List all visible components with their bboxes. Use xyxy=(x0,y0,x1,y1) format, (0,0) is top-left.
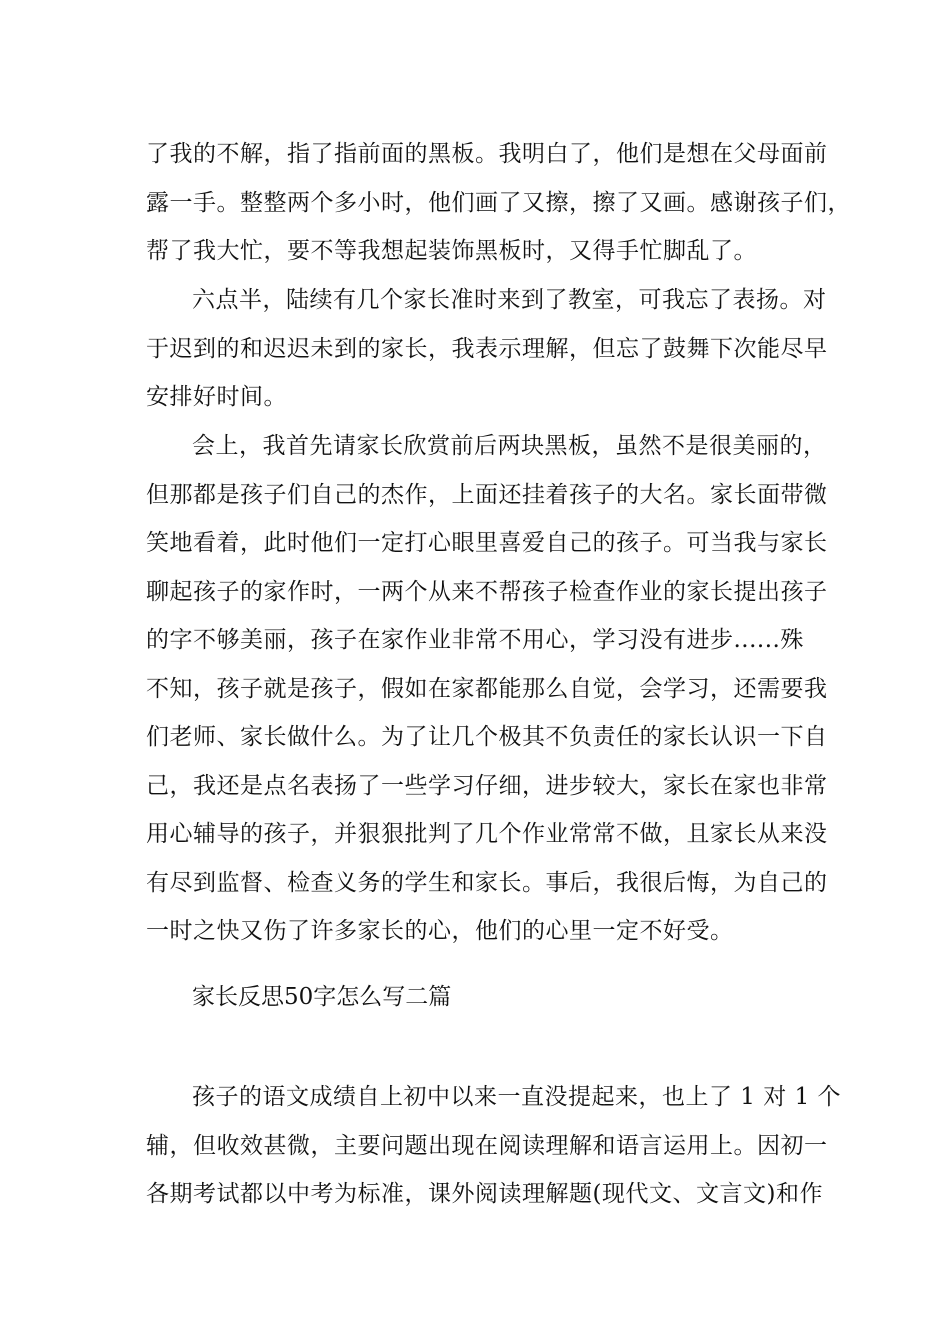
paragraph-2 xyxy=(146,276,828,422)
text-line: 用心辅导的孩子，并狠狠批判了几个作业常常不做，且家长从来没 xyxy=(146,821,828,847)
text-line: 聊起孩子的家作时，一两个从来不帮孩子检查作业的家长提出孩子 xyxy=(146,578,828,605)
text-line: 辅，但收效甚微，主要问题出现在阅读理解和语言运用上。因初一 xyxy=(146,1132,828,1159)
text-line: 六点半，陆续有几个家长准时来到了教室，可我忘了表扬。对 xyxy=(192,287,827,313)
text-line: 的字不够美丽，孩子在家作业非常不用心，学习没有进步......殊 xyxy=(146,627,804,653)
text-line: 们老师、家长做什么。为了让几个极其不负责任的家长认识一下自 xyxy=(146,724,828,750)
text-line: 帮了我大忙，要不等我想起装饰黑板时，又得手忙脚乱了。 xyxy=(146,238,757,264)
paragraph-1 xyxy=(146,130,851,276)
text-line: 己，我还是点名表扬了一些学习仔细，进步较大，家长在家也非常 xyxy=(146,772,828,799)
text-line: 但那都是孩子们自己的杰作，上面还挂着孩子的大名。家长面带微 xyxy=(146,481,828,508)
heading-text: 家长反思50字怎么写二篇 xyxy=(192,984,452,1010)
text-line: 安排好时间。 xyxy=(146,384,287,410)
text-line: 会上，我首先请家长欣赏前后两块黑板，虽然不是很美丽的， xyxy=(192,433,827,459)
text-line: 于迟到的和迟迟未到的家长，我表示理解，但忘了鼓舞下次能尽早 xyxy=(146,335,828,362)
text-line: 一时之快又伤了许多家长的心，他们的心里一定不好受。 xyxy=(146,918,734,944)
section-heading xyxy=(146,973,806,1022)
text-line: 孩子的语文成绩自上初中以来一直没提起来，也上了 1 对 1 个 xyxy=(192,1084,842,1110)
paragraph-3 xyxy=(146,422,828,956)
text-line: 有尽到监督、检查义务的学生和家长。事后，我很后悔，为自己的 xyxy=(146,869,828,896)
text-line: 不知，孩子就是孩子，假如在家都能那么自觉，会学习，还需要我 xyxy=(146,675,828,702)
paragraph-4 xyxy=(146,1073,842,1219)
text-line: 露一手。整整两个多小时，他们画了又擦，擦了又画。感谢孩子们， xyxy=(146,189,851,216)
text-line: 了我的不解，指了指前面的黑板。我明白了，他们是想在父母面前 xyxy=(146,141,828,167)
text-line: 笑地看着，此时他们一定打心眼里喜爱自己的孩子。可当我与家长 xyxy=(146,530,828,556)
text-line: 各期考试都以中考为标准，课外阅读理解题(现代文、文言文)和作 xyxy=(146,1181,823,1207)
